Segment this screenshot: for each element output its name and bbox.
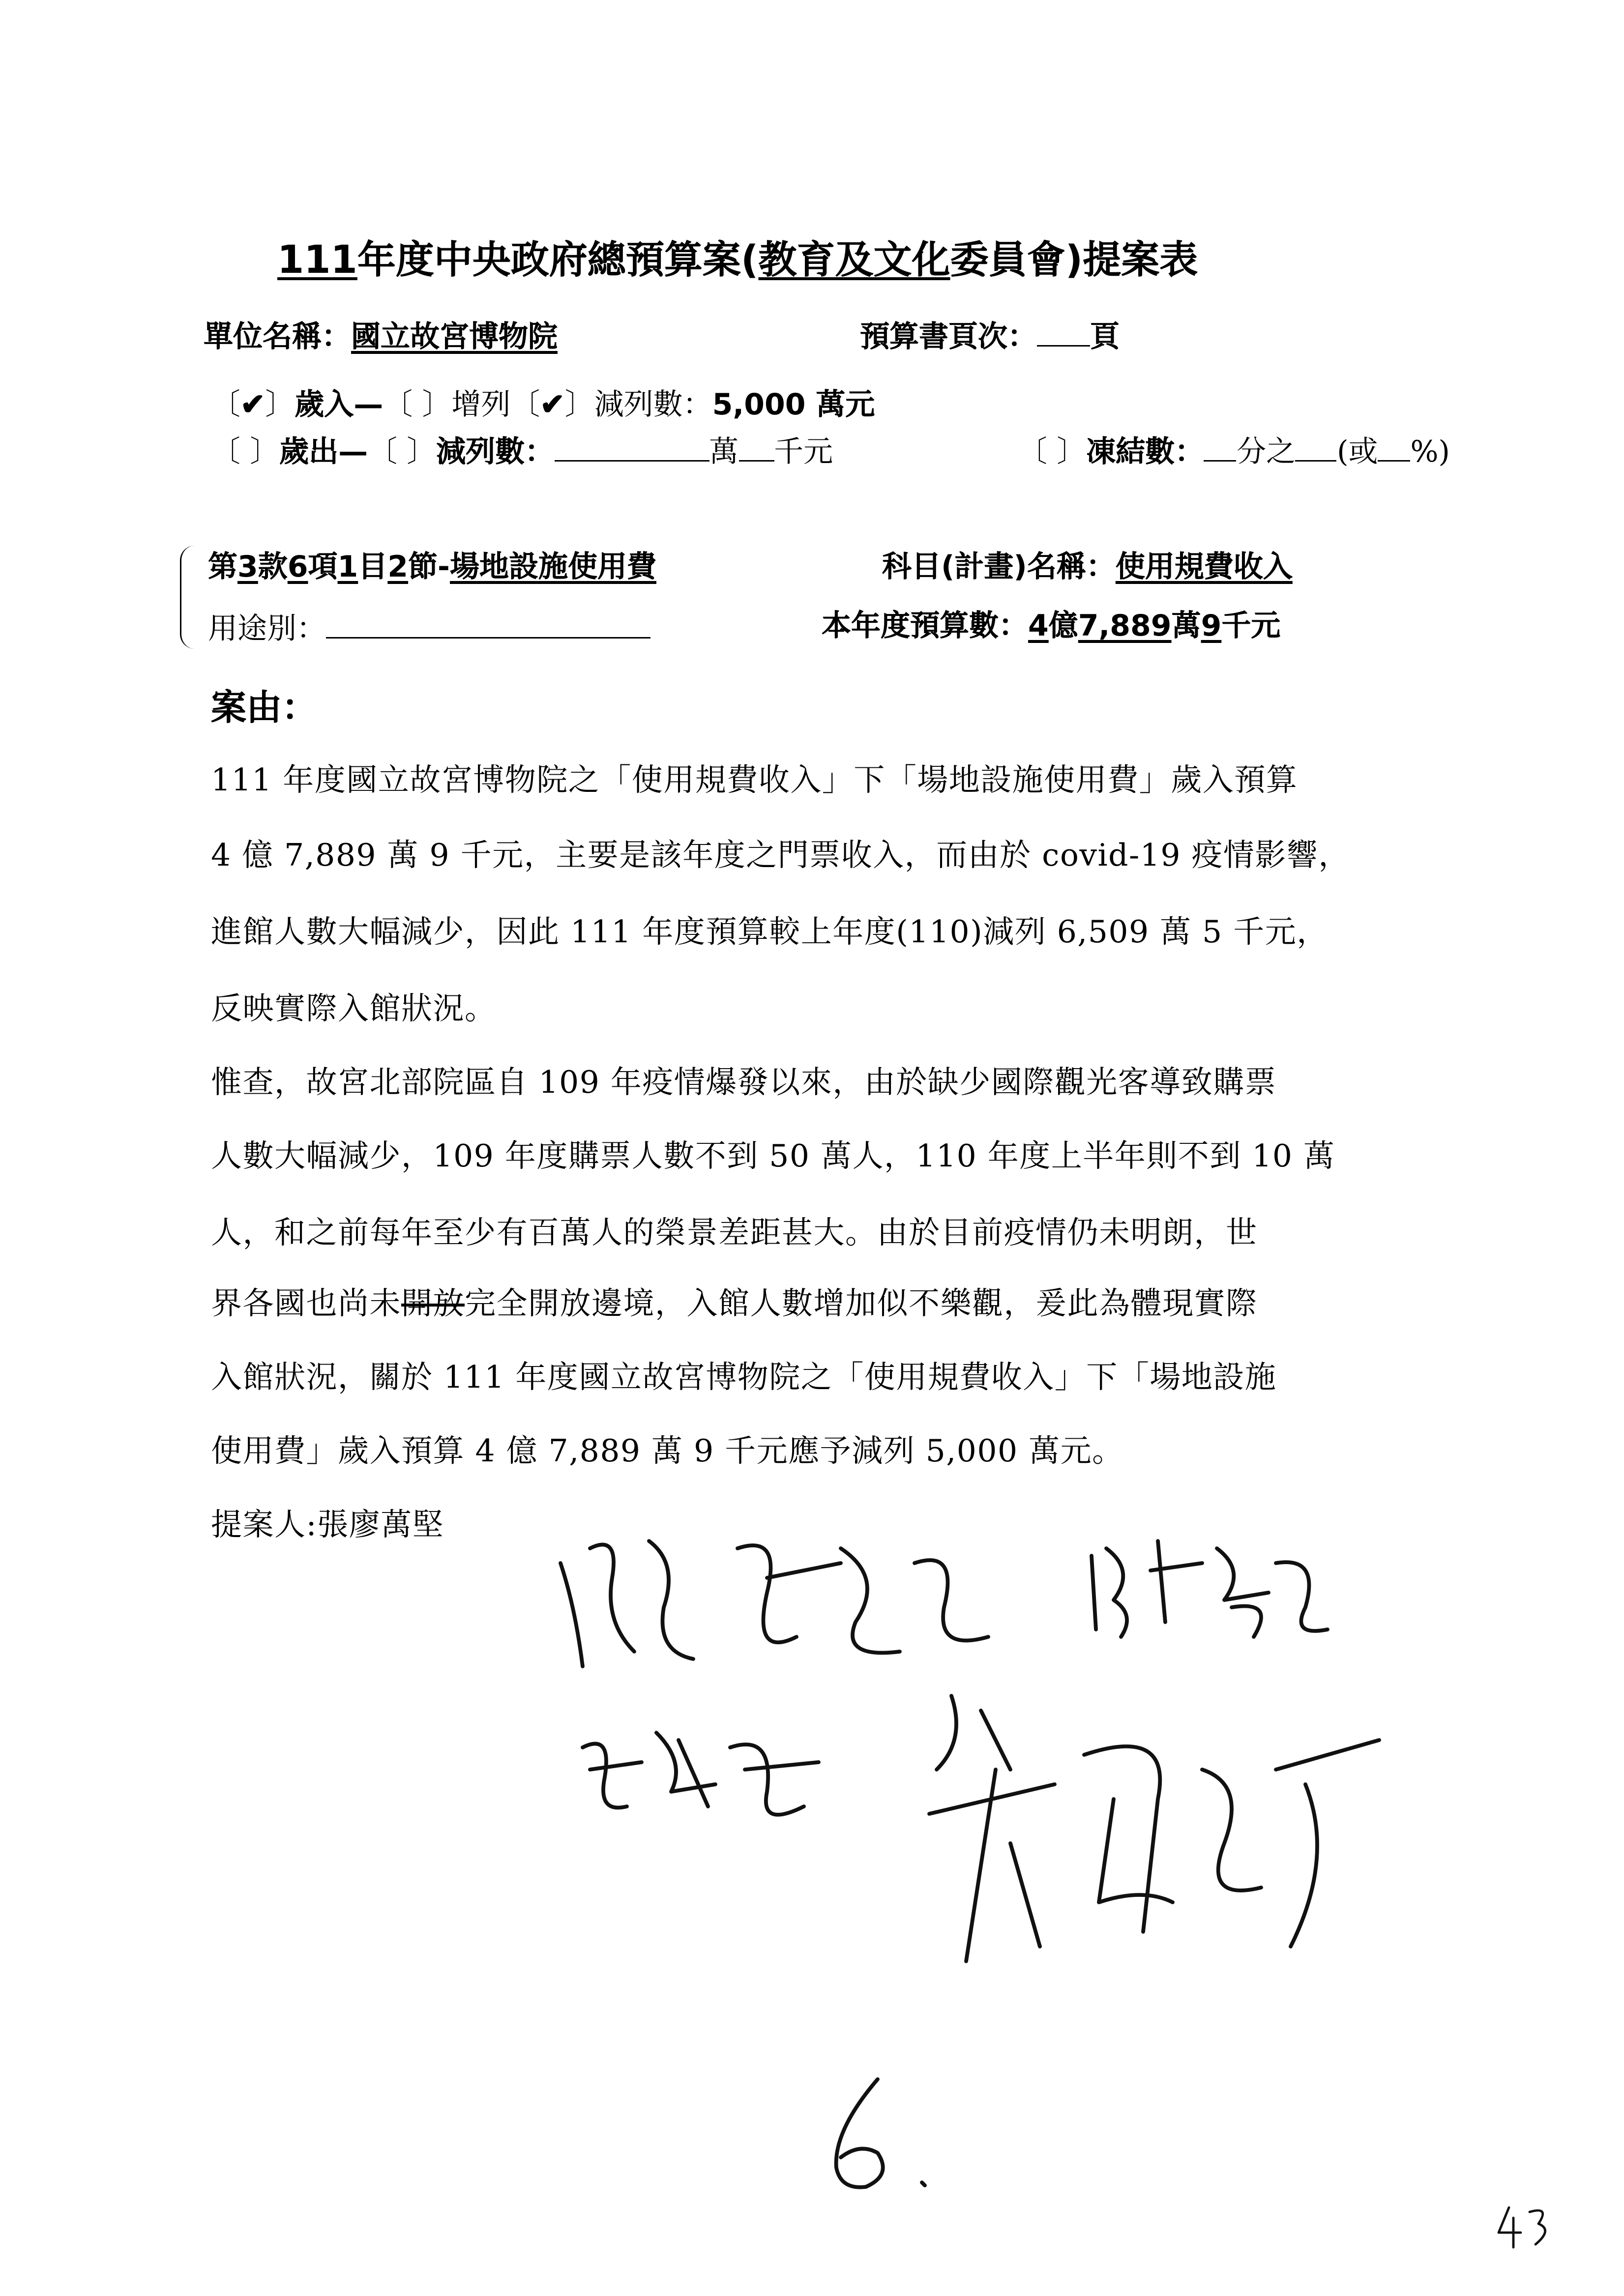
unit-row — [204, 313, 558, 355]
signature-3 — [568, 1703, 833, 1836]
increase-label: 增列 — [451, 386, 511, 422]
blank — [738, 431, 774, 462]
subject-label: 科目(計畫)名稱： — [882, 549, 1116, 584]
decrease-label: 減列數： — [594, 386, 712, 422]
body-line: 進館人數大幅減少，因此 111 年度預算較上年度(110)減列 6,509 萬 5 千元， — [211, 914, 1329, 950]
t: 界各國也尚未 — [211, 1286, 401, 1321]
body-line: 4 億 7,889 萬 9 千元，主要是該年度之門票收入，而由於 covid-19 疫情影響， — [211, 838, 1350, 873]
freeze-row: 〔 〕凍結數： 分之 (或 %) — [1018, 428, 1450, 470]
bracket — [180, 546, 199, 649]
mu: 1 — [337, 549, 358, 584]
usage-blank — [326, 608, 650, 639]
unit-label: 單位名稱： — [204, 319, 351, 354]
revenue-label: 歲入— — [295, 386, 384, 422]
body-line: 反映實際入館狀況。 — [211, 991, 497, 1026]
qian: 千元 — [774, 434, 833, 469]
t: 完全開放邊境，入館人數增加似不樂觀，爰此為體現實際 — [465, 1286, 1258, 1321]
check-mark-icon: ✔ — [540, 386, 565, 422]
body-line: 使用費」歲入預算 4 億 7,889 萬 9 千元應予減列 5,000 萬元。 — [211, 1433, 1124, 1469]
body-line: 惟查，故宮北部院區自 109 年疫情爆發以來，由於缺少國際觀光客導致購票 — [211, 1065, 1277, 1100]
signature-2 — [1084, 1526, 1335, 1644]
t: 千元 — [1221, 608, 1281, 643]
t: 節- — [408, 549, 450, 584]
kuan: 3 — [237, 549, 258, 584]
subject-value: 使用規費收入 — [1115, 549, 1293, 584]
huo: (或 — [1337, 434, 1378, 469]
item-row — [208, 543, 656, 585]
title-text-end: 委員會)提案表 — [950, 239, 1198, 283]
expense-row: 〔 〕歲出—〔 〕減列數： 萬 千元 — [211, 428, 833, 470]
signature-4 — [907, 1681, 1394, 1976]
title-text: 年度中央政府總預算案( — [357, 239, 759, 283]
page-unit: 頁 — [1090, 319, 1120, 354]
pct: %) — [1410, 434, 1450, 469]
body-line: 人數大幅減少，109 年度購票人數不到 50 萬人，110 年度上半年則不到 10 萬 — [211, 1138, 1335, 1174]
title-year: 111 — [277, 239, 357, 283]
signature-1 — [546, 1519, 1033, 1681]
freeze-label: 凍結數： — [1086, 434, 1205, 469]
page-ref-label: 預算書頁次： — [860, 319, 1037, 354]
form-title — [277, 230, 1198, 285]
revenue-row: 〔✔〕歲入—〔 〕增列〔✔〕減列數：5,000 萬元 — [211, 386, 875, 422]
qian: 9 — [1201, 608, 1222, 643]
page-blank — [1037, 316, 1090, 347]
fen: 分之 — [1237, 434, 1296, 469]
body-line: 111 年度國立故宮博物院之「使用規費收入」下「場地設施使用費」歲入預算 — [211, 762, 1298, 798]
decrease-value: 5,000 萬元 — [712, 386, 875, 422]
t: 目 — [358, 549, 388, 584]
t: 億 — [1048, 608, 1078, 643]
expense-decrease-label: 減列數： — [436, 434, 555, 469]
section-name: 場地設施使用費 — [450, 549, 656, 584]
body-line: 人，和之前每年至少有百萬人的榮景差距甚大。由於目前疫情仍未明朗，世 — [211, 1215, 1258, 1250]
t: 萬 — [1171, 608, 1201, 643]
blank — [554, 431, 709, 462]
committee-name: 教育及文化 — [758, 239, 950, 283]
budget-label: 本年度預算數： — [822, 608, 1028, 643]
page-ref — [860, 313, 1120, 355]
expense-label: 歲出— — [279, 434, 368, 469]
body-line — [211, 1280, 1258, 1324]
usage-label: 用途別： — [208, 610, 326, 646]
body-line: 入館狀況，關於 111 年度國立故宮博物院之「使用規費收入」下「場地設施 — [211, 1360, 1277, 1395]
reason-heading: 案由： — [211, 687, 317, 728]
wan: 萬 — [709, 434, 739, 469]
unit-value: 國立故宮博物院 — [351, 319, 558, 354]
yi: 4 — [1028, 608, 1049, 643]
t: 第 — [208, 549, 237, 584]
t: 款 — [258, 549, 288, 584]
xiang: 6 — [287, 549, 308, 584]
blank — [1204, 431, 1237, 462]
check-mark-icon: ✔ — [240, 386, 266, 422]
usage-row — [208, 605, 650, 647]
subject-row — [882, 543, 1293, 585]
page-number-43 — [1494, 2200, 1561, 2252]
proposer: 提案人:張廖萬堅 — [211, 1507, 444, 1542]
blank — [1296, 431, 1337, 462]
t: 項 — [308, 549, 338, 584]
blank — [1378, 431, 1411, 462]
budget-row — [822, 602, 1280, 644]
jie: 2 — [387, 549, 409, 584]
wan: 7,889 — [1078, 608, 1172, 643]
struck-text: 開放 — [401, 1286, 465, 1321]
handwritten-number-6 — [819, 2072, 951, 2197]
